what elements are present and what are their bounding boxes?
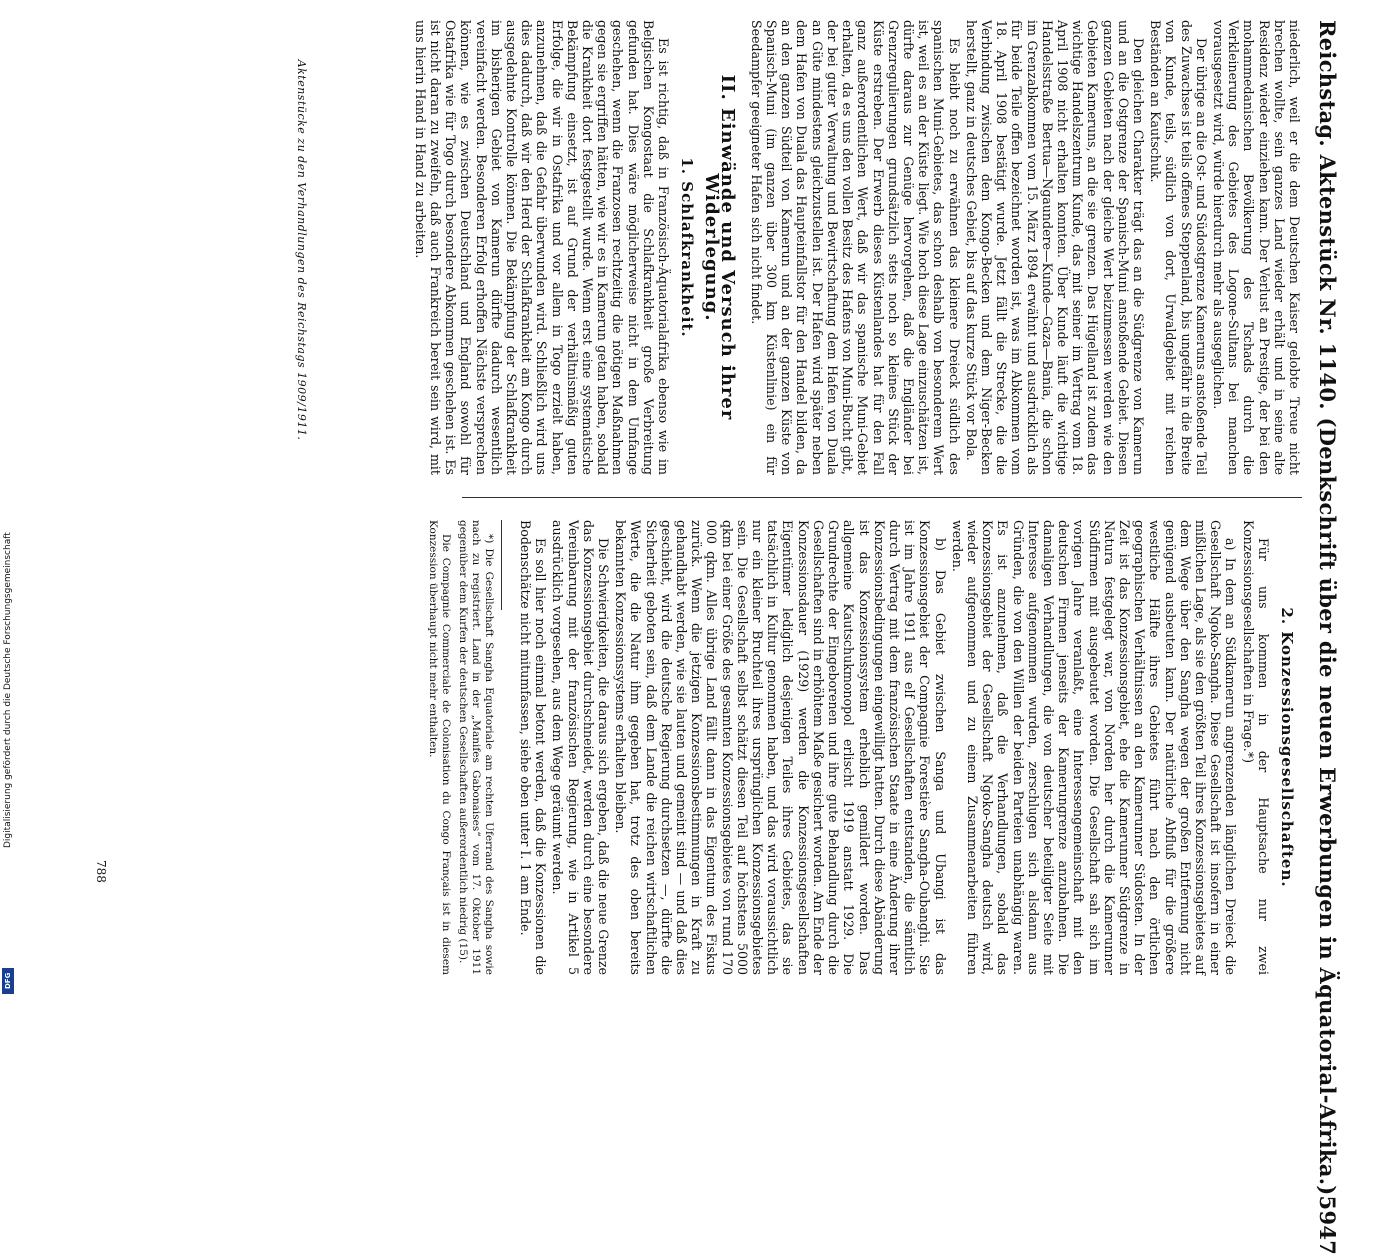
header-title: Reichstag. Aktenstück Nr. 1140. (Denkschrift über die neuen Erwerbungen in Äquatorial-Afrika.) [1315, 20, 1340, 1196]
subsection-heading: 1. Schlafkrankheit. [678, 157, 697, 338]
footnote: *) Die Gesellschaft Sangha Equatoriale am rechten Uferrand des Sangha sowie nach zu registriert. Land in der „Manifes Gabonaises“ vom 17. Oktober 1911 gegenüber dem Kurfen der deutschen Gesellschaften außerordentlich niedrig (15). [456, 520, 495, 975]
section-heading: II. Einwände und Versuch ihrer Widerlegung. [701, 74, 738, 421]
document-page [58, 0, 1348, 1255]
paragraph: Für uns kommen in der Hauptsache nur zwei Konzessionsgesellschaften in Frage.*) [1240, 520, 1271, 975]
footnote-rule [501, 520, 502, 610]
paragraph: Den gleichen Charakter trägt das an die Südgrenze von Kamerun und an die Ostgrenze der Spanisch-Muni anstoßende Gebiet. Diesen ganzen Gebieten nach der gleiche Wert beizumessen werden wie den Gebieten Kameruns, an die sie grenzen. Das Hügelland ist zudem das wichtige Handelszentrum Kunde, das mit seiner im Vertrag vom 18. April 1908 nicht erhalten konnten. Über Kunde läuft die wichtige Handelsstraße Bertua—Ngaundere—Kunde—Gaza—Bania, die schon im Grenzabkommen vom 15. März 1894 erwähnt und ausdrücklich als für beide Teile offen bezeichnet worden ist, was im Abkommen vom 18. April 1908 bestätigt wurde. Jetzt fällt die Strecke, die die Verbindung zwischen dem Kongo-Becken und dem Niger-Becken herstellt, ganz in deutsches Gebiet, bis auf das kurze Stück vor Bola. [963, 20, 1146, 475]
right-column [422, 520, 1302, 975]
dfg-logo: DFG [2, 968, 14, 994]
side-strip [0, 0, 18, 1000]
column-divider [462, 497, 1302, 498]
footnote: Die Compagnie Commerciale de Colonisation du Congo Français ist in diesem Konzession überhaupt nicht mehr enthalten. [426, 520, 452, 975]
paragraph: b) Das Gebiet zwischen Sanga und Ubangi ist das Konzessionsgebiet der Compagnie Forestière Sangha-Oubanghi. Sie ist im Jahre 1911 aus elf Gesellschaften entstanden, die sämtlich durch Vertrag mit dem französischen Staate in eine Änderung ihrer Konzessionsbedingungen eingewilligt hatten. Durch diese Abänderung ist das Konzessionssystem erheblich gemildert worden. Das allgemeine Kautschukmonopol erlischt 1919 anstatt 1929. Die Grundrechte der Eingeborenen und ihre gute Behandlung durch die Gesellschaften sind in erhöhtem Maße gesichert worden. Am Ende der Konzessionsdauer (1929) werden die Konzessionsgesellschaften Eigentümer lediglich desjenigen Teiles ihres Gebietes, das sie tatsächlich in Kultur genommen haben, und das wird voraussichtlich nur ein kleiner Bruchteil ihres ursprünglichen Konzessionsgebietes sein. Die Gesellschaft selbst schätzt diesen Teil auf höchstens 5000 qkm bei einer Größe des gesamten Konzessionsgebietes von rund 170 000 qkm. Alles übrige Land fällt dann in das Eigentum des Fiskus zurück. Wenn die jetzigen Konzessionsbestimmungen in Kraft zu gehandhabt werden, wie sie lauten und gemeint sind — und daß dies geschieht, wird die deutsche Regierung durchsetzen —, dürfte die Sicherheit geboten sein, daß dem Lande die reichen wirtschaftlichen Werte, die die Natur ihm gegeben hat, trotz des oben bereits bekannten Konzessionssystems erhalten bleiben. [613, 520, 948, 975]
paragraph: Es ist richtig, daß in Französisch-Äquatorialafrika ebenso wie im Belgischen Kongostaat die Schlafkrankheit große Verbreitung gefunden hat. Dies wäre möglicherweise nicht in dem Umfange geschehen, wenn die Franzosen rechtzeitig die nötigen Maßnahmen gegen sie ergriffen hätten, wie wir es in Kamerun getan haben, sobald die Krankheit dort festgestellt wurde. Wenn erst eine systematische Bekämpfung einsetzt, ist auf Grund der verhältnismäßig guten Erfolge, die wir in Ostafrika und vor allem in Togo erzielt haben, anzunehmen, daß die Gefahr überwunden wird. Schließlich wird uns dies dadurch, daß wir den Herd der Schlafkrankheit am Kongo durch ausgedehnte Kontrolle können. Die Bekämpfung der Schlafkrankheit im bisherigen Gebiet von Kamerun dürfte dadurch wesentlich vereinfacht werden. Besonderen Erfolg erhoffen Nächste versprechen können, wie es zwischen Deutschland und England sowohl für Ostafrika wie für Togo durch besondere Abkommen geschehen ist. Es ist nicht daran zu zweifeln, daß auch Frankreich bereit sein wird, mit uns hierin Hand in Hand zu arbeiten. [412, 20, 672, 475]
page-header [1306, 20, 1340, 1255]
folio-number: 788 [94, 860, 108, 883]
right-heading: 2. Konzessionsgesellschaften. [1278, 607, 1296, 888]
paragraph: Es soll hier noch einmal betont werden, daß die Konzessionen die Bodenschätze nicht mitumfassen, siehe oben unter I. 1 am Ende. [518, 520, 549, 975]
page-footer: Aktenstücke zu den Verhandlungen des Reichstags 1909/1911. [295, 59, 308, 441]
paragraph: Der übrige an die Ost- und Südostgrenze Kameruns anstoßende Teil des Zuwachses ist teils offenes Steppenland, bis ungefähr in die Breite von Kunde, teils, südlich von dort, Urwaldgebiet mit reichen Beständen an Kautschuk. [1148, 20, 1209, 475]
left-column [411, 20, 1302, 475]
paragraph: niederlich, weil er die dem Deutschen Kaiser gelobte Treue nicht brechen wollte, sein ganzes Land wieder erhält und in seine alte Residenz wieder einziehen kann. Der Verlust an Prestige, der bei den mohammedanischen Bevölkerung des Tschads durch die Verkleinerung des Gebietes des Logone-Sultans bei manchen vorausgesetzt wird, würde hierdurch mehr als ausgeglichen. [1210, 20, 1302, 475]
paragraph: Die Schwierigkeiten, die daraus sich ergeben, daß die neue Grenze das Konzessionsgebiet durchschneidet, werden durch eine besondere Vereinbarung mit der französischen Regierung, wie in Artikel 5 ausdrücklich vorgesehen, aus dem Wege geräumt werden. [550, 520, 612, 975]
header-page-number: 5947 [1315, 1195, 1340, 1255]
paragraph: a) In dem an Südkamerun angrenzenden länglichen Dreieck die Gesellschaft Ngoko-Sangha. Diese Gesellschaft ist insofern in einer mißlichen Lage, als sie den größten Teil ihres Konzessionsgebietes auf dem Wege über den Sangha wegen der großen Entfernung nicht genügend ausbeuten kann. Der natürliche Abfluß für die größere westliche Hälfte ihres Gebietes führt nach den örtlichen geographischen Verhältnissen an den Kamerunner Südosten. In der Zeit ist das Konzessionsgebiet, ehe die Kamerunner Südgrenze in Natura festgelegt war, von Norden her durch die Kamerunner Südfirmen mit ausgebeutet worden. Die Gesellschaft sah sich im vorigen Jahre veranlaßt, eine Interessengemeinschaft mit den deutschen Firmen jenseits der Kamerungrenze anzubahnen. Die damaligen Verhandlungen, die von deutscher beteiligter Seite mit Interesse aufgenommen wurden, zerschlugen sich alsdann aus Gründen, die von den Willen der beiden Parteien unabhängig waren. Es ist anzunehmen, daß die Verhandlungen, sobald das Konzessionsgebiet der Gesellschaft Ngoko-Sangha deutsch wird, wieder aufgenommen und zu einem Zusammenarbeiten führen werden. [949, 520, 1239, 975]
paragraph: Es bleibt noch zu erwähnen das kleinere Dreieck südlich des spanischen Muni-Gebietes, das schon deshalb von besonderem Wert ist, weil es an der Küste liegt. Wie hoch diese Lage einzuschätzen ist, dürfte daraus zur Genüge hervorgehen, daß die Engländer bei Grenzregulierungen grundsätzlich stets noch so kleines Stück der Küste erstreben. Der Erwerb dieses Küstenlandes hat für den Fall ganz außerordentlichen Wert, daß wir das spanische Muni-Gebiet erhalten, da es uns den vollen Besitz des Hafens von Muni-Bucht gibt, der bei guter Verwaltung und Bewirtschaftung dem Hafen von Duala an Güte mindestens gleichzustellen ist. Der Hafen wird später neben dem Hafen von Duala das Haupteinfallstor für den Handel bilden, da an den ganzen Südteil von Kamerun und an der ganzen Küste von Spanisch-Muni (im ganzen über 300 km Küstenlinie) ein für Seedampfer geeigneter Hafen sich nicht findet. [748, 20, 962, 475]
digitization-note: Digitalisierung gefördert durch die Deutsche Forschungsgemeinschaft [3, 532, 13, 848]
